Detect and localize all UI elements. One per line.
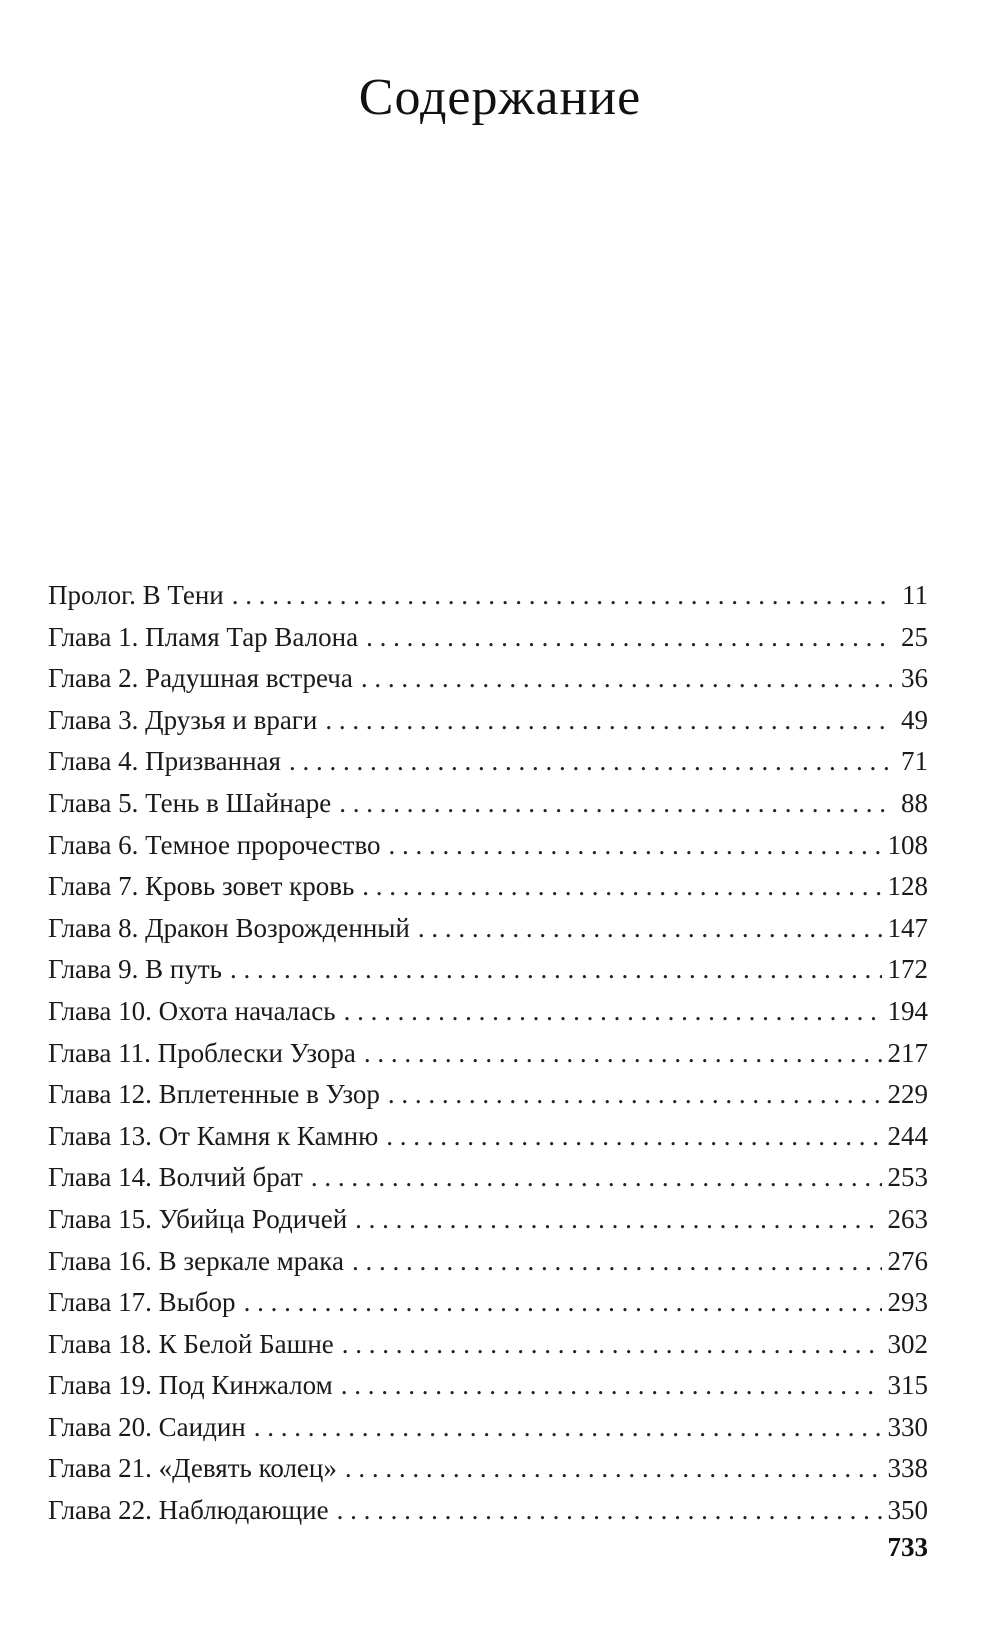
toc-entry-title: Глава 4. Призванная xyxy=(48,746,281,777)
toc-dot-leader xyxy=(386,1116,881,1158)
toc-entry xyxy=(48,1365,928,1407)
toc-entry-title: Глава 13. От Камня к Камню xyxy=(48,1120,379,1151)
toc-dot-leader xyxy=(389,825,882,867)
toc-entry xyxy=(48,991,928,1033)
toc-entry xyxy=(48,1282,928,1324)
toc-dot-leader xyxy=(230,949,882,991)
toc-entry xyxy=(48,658,928,700)
toc-entry-title: Глава 21. «Девять колец» xyxy=(48,1453,337,1484)
toc-dot-leader xyxy=(325,700,892,742)
toc-entry xyxy=(48,1074,928,1116)
toc-entry-page: 88 xyxy=(901,787,928,818)
toc-entry-title: Глава 8. Дракон Возрожденный xyxy=(48,912,410,943)
toc-entry xyxy=(48,700,928,742)
toc-entry-title: Глава 10. Охота началась xyxy=(48,995,336,1026)
page-number: 733 xyxy=(887,1532,928,1562)
toc-entry-page: 253 xyxy=(887,1162,928,1193)
toc-entry-title: Глава 12. Вплетенные в Узор xyxy=(48,1079,380,1110)
toc-dot-leader xyxy=(366,617,892,659)
toc-dot-leader xyxy=(345,1448,882,1490)
toc-dot-leader xyxy=(388,1074,882,1116)
toc-entry-page: 302 xyxy=(887,1328,928,1359)
toc-dot-leader xyxy=(341,1365,882,1407)
toc-entry xyxy=(48,1033,928,1075)
toc-entry xyxy=(48,741,928,783)
toc-entry xyxy=(48,1116,928,1158)
toc-entry-page: 315 xyxy=(887,1370,928,1401)
toc-entry-page: 172 xyxy=(887,954,928,985)
toc-dot-leader xyxy=(311,1157,882,1199)
toc-entry-page: 229 xyxy=(887,1079,928,1110)
toc-entry xyxy=(48,1157,928,1199)
toc-entry-title: Глава 19. Под Кинжалом xyxy=(48,1370,333,1401)
toc-entry-page: 49 xyxy=(901,704,928,735)
toc-dot-leader xyxy=(352,1241,882,1283)
toc-dot-leader xyxy=(361,658,892,700)
toc-entry-title: Глава 18. К Белой Башне xyxy=(48,1328,334,1359)
toc-entry-page: 36 xyxy=(901,663,928,694)
toc-dot-leader xyxy=(244,1282,882,1324)
table-of-contents xyxy=(48,575,928,1532)
toc-entry-title: Пролог. В Тени xyxy=(48,580,224,610)
toc-entry-page: 244 xyxy=(887,1120,928,1151)
toc-entry-title: Глава 5. Тень в Шайнаре xyxy=(48,787,332,818)
toc-entry-title: Глава 7. Кровь зовет кровь xyxy=(48,871,355,902)
toc-dot-leader xyxy=(342,1324,882,1366)
toc-entry-title: Глава 14. Волчий брат xyxy=(48,1162,303,1193)
toc-entry-page: 25 xyxy=(901,621,928,652)
toc-dot-leader xyxy=(337,1490,882,1532)
toc-entry xyxy=(48,1448,928,1490)
toc-entry-title: Глава 1. Пламя Тар Валона xyxy=(48,621,359,652)
toc-entry-title: Глава 17. Выбор xyxy=(48,1287,236,1318)
toc-dot-leader xyxy=(355,1199,881,1241)
toc-entry-title: Глава 6. Темное пророчество xyxy=(48,829,381,860)
toc-dot-leader xyxy=(364,1033,882,1075)
toc-entry-page: 108 xyxy=(887,829,928,860)
toc-entry xyxy=(48,575,928,617)
toc-entry-title: Глава 9. В путь xyxy=(48,954,222,985)
toc-entry-page: 293 xyxy=(887,1287,928,1318)
toc-entry xyxy=(48,783,928,825)
toc-entry-page: 276 xyxy=(887,1245,928,1276)
toc-dot-leader xyxy=(418,908,882,950)
toc-entry xyxy=(48,1241,928,1283)
toc-entry-title: Глава 20. Саидин xyxy=(48,1411,246,1442)
toc-entry xyxy=(48,1407,928,1449)
toc-entry-page: 194 xyxy=(887,995,928,1026)
toc-entry-title: Глава 22. Наблюдающие xyxy=(48,1495,329,1526)
toc-entry-page: 71 xyxy=(901,746,928,777)
toc-entry-page: 350 xyxy=(887,1495,928,1526)
toc-entry-page: 128 xyxy=(887,871,928,902)
toc-entry-page: 263 xyxy=(887,1203,928,1234)
toc-entry xyxy=(48,908,928,950)
toc-entry-title: Глава 11. Проблески Узора xyxy=(48,1037,356,1068)
toc-entry-title: Глава 15. Убийца Родичей xyxy=(48,1203,348,1234)
page-title: Содержание xyxy=(358,69,642,126)
toc-dot-leader xyxy=(232,575,892,617)
toc-dot-leader xyxy=(344,991,882,1033)
toc-entry xyxy=(48,866,928,908)
toc-entry-page: 338 xyxy=(887,1453,928,1484)
toc-entry-title: Глава 16. В зеркале мрака xyxy=(48,1245,344,1276)
toc-dot-leader xyxy=(289,741,892,783)
toc-entry-page: 11 xyxy=(902,580,928,610)
toc-entry-title: Глава 2. Радушная встреча xyxy=(48,663,353,694)
toc-entry xyxy=(48,949,928,991)
toc-entry xyxy=(48,1490,928,1532)
toc-entry-page: 217 xyxy=(887,1037,928,1068)
toc-entry xyxy=(48,825,928,867)
toc-entry-page: 147 xyxy=(887,912,928,943)
toc-dot-leader xyxy=(254,1407,882,1449)
toc-dot-leader xyxy=(339,783,892,825)
toc-dot-leader xyxy=(362,866,881,908)
toc-entry xyxy=(48,617,928,659)
toc-entry-title: Глава 3. Друзья и враги xyxy=(48,704,318,735)
toc-entry xyxy=(48,1199,928,1241)
toc-entry-page: 330 xyxy=(887,1411,928,1442)
toc-entry xyxy=(48,1324,928,1366)
